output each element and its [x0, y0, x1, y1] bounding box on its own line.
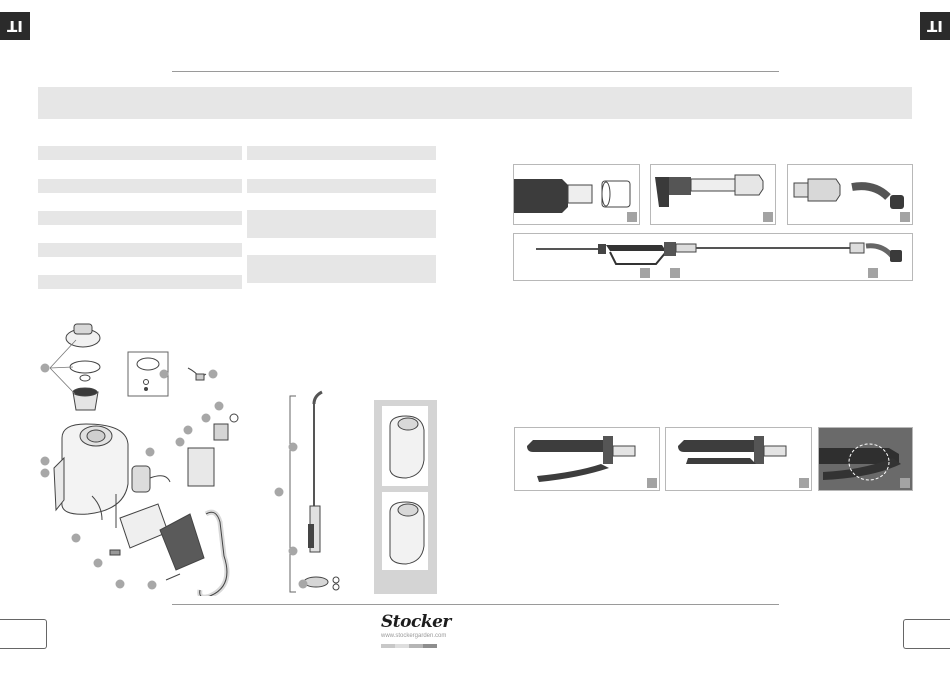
language-tab-right	[920, 12, 950, 40]
handle-lock-figure	[665, 427, 812, 491]
brand-swatch	[395, 644, 409, 648]
bent-nozzle-figure	[787, 164, 913, 225]
brand-logo: Stocker	[381, 612, 451, 632]
spec-row	[247, 179, 436, 193]
full-lance-figure	[513, 233, 913, 281]
language-tab-label: IT	[7, 17, 23, 35]
spec-row	[38, 275, 242, 289]
spec-row	[247, 210, 436, 238]
title-band	[38, 87, 912, 119]
language-tab-label: IT	[927, 17, 943, 35]
handle-trigger-figure	[514, 427, 660, 491]
figure-marker	[900, 212, 910, 222]
spec-row	[38, 179, 242, 193]
figure-marker	[868, 268, 878, 278]
spec-row	[247, 255, 436, 283]
lance-assembly-diagram	[270, 386, 350, 596]
figure-marker	[763, 212, 773, 222]
tank-variants-strip	[374, 400, 437, 594]
brand-swatch	[381, 644, 395, 648]
tank-illustration	[54, 424, 128, 514]
figure-marker	[627, 212, 637, 222]
brand-swatch	[409, 644, 423, 648]
trigger-detail-figure	[818, 427, 913, 491]
language-tab-left	[0, 12, 30, 40]
figure-marker	[647, 478, 657, 488]
spec-row	[38, 211, 242, 225]
page-number-box-right	[903, 619, 950, 649]
exploded-parts-diagram	[36, 318, 276, 596]
figure-marker	[799, 478, 809, 488]
nozzle-assembly-figure	[513, 164, 640, 225]
spec-row	[38, 146, 242, 160]
footer-rule	[172, 604, 779, 605]
backplate-illustration	[120, 504, 227, 596]
website-text: www.stockergarden.com	[381, 633, 447, 639]
spec-row	[38, 243, 242, 257]
header-rule	[172, 71, 779, 72]
page-number-box-left	[0, 619, 47, 649]
brand-swatch	[423, 644, 437, 648]
figure-marker	[900, 478, 910, 488]
figure-marker	[670, 268, 680, 278]
figure-marker	[640, 268, 650, 278]
tank-variant-illustrations	[374, 400, 437, 594]
lance-joint-figure	[650, 164, 776, 225]
spec-row	[247, 146, 436, 160]
